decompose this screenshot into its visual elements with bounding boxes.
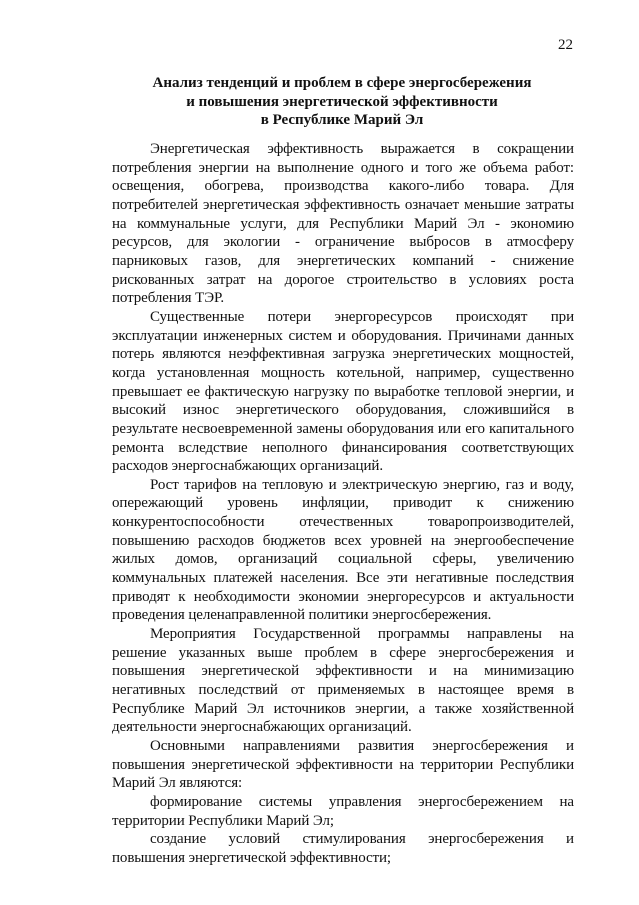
document-body bbox=[112, 140, 574, 868]
title-line-1: Анализ тенденций и проблем в сфере энергосбережения bbox=[152, 75, 532, 91]
list-item-management-system: формирование системы управления энергосбережением на территории Республики Марий Эл; bbox=[112, 793, 574, 829]
paragraph-energy-losses: Существенные потери энергоресурсов происходят при эксплуатации инженерных систем и оборудования. Причинами данных потерь являются неэффективная загрузка энергетических мощностей, когда установленная мощность котельной, например, существенно превышает ее фактическую нагрузку по выработке тепловой энергии, и высокий износ энергетического оборудования, сложившийся в результате несвоевременной замены оборудования или его капитального ремонта вследствие неполного финансирования соответствующих расходов энергоснабжающих организаций. bbox=[112, 308, 574, 475]
page-number: 22 bbox=[558, 37, 573, 53]
title-line-2: и повышения энергетической эффективности bbox=[186, 93, 498, 110]
paragraph-main-directions: Основными направлениями развития энергосбережения и повышения энергетической эффективности на территории Республики Марий Эл являются: bbox=[112, 738, 574, 792]
section-title bbox=[112, 74, 572, 130]
paragraph-tariff-growth: Рост тарифов на тепловую и электрическую энергию, газ и воду, опережающий уровень инфляции, приводит к снижению конкурентоспособности отечественных товаропроизводителей, повышению расходов бюджетов всех уровней на энергообеспечение жилых домов, организаций социальной сферы, увеличению коммунальных платежей населения. Все эти негативные последствия приводят к необходимости экономии энергоресурсов и актуальности проведения целенаправленной политики энергосбережения. bbox=[112, 476, 574, 624]
title-line-3: в Республике Марий Эл bbox=[260, 112, 424, 128]
list-item-stimulation-conditions: создание условий стимулирования энергосбережения и повышения энергетической эффективности; bbox=[112, 831, 574, 866]
paragraph-energy-efficiency: Энергетическая эффективность выражается в сокращении потребления энергии на выполнение одного и того же объема работ: освещения, обогрева, производства какого-либо товара. Для потребителей энергетическая эффективность означает меньшие затраты на коммунальные услуги, для Республики Марий Эл - экономию ресурсов, для экологии - ограничение выбросов в атмосферу парниковых газов, для энергетических компаний - снижение рискованных затрат на дорогое строительство в условиях роста потребления ТЭР. bbox=[112, 141, 574, 307]
paragraph-program-measures: Мероприятия Государственной программы направлены на решение указанных выше проблем в сфере энергосбережения и повышения энергетической эффективности и на минимизацию негативных последствий от применяемых в настоящее время в Республике Марий Эл источников энергии, а также хозяйственной деятельности энергоснабжающих организаций. bbox=[112, 626, 574, 736]
